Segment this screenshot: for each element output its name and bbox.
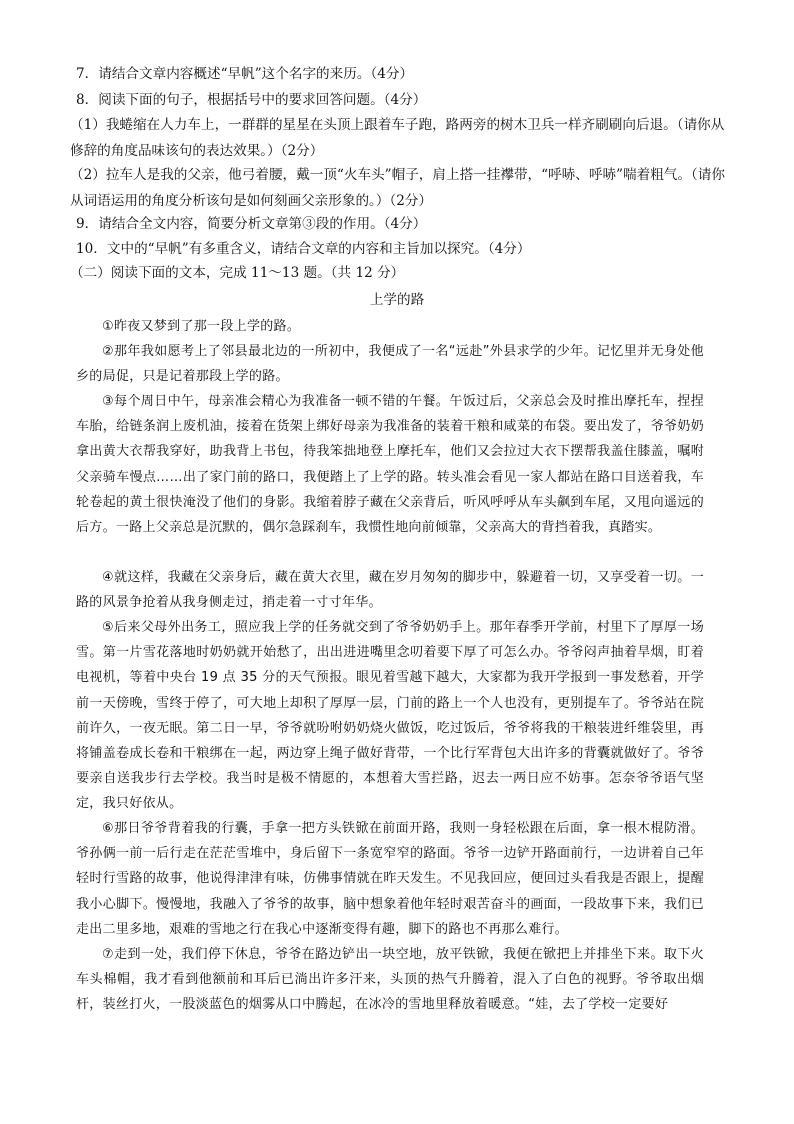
article-paragraph-3: ③每个周日中午，母亲准会精心为我准备一顿不错的午餐。午饭过后，父亲总会及时推出摩托车，捏捏车胎，给链条润上废机油，接着在货架上绑好母亲为我准备的装着干粮和咸菜的布袋。要出发了，爷爷奶奶拿出黄大衣帮我穿好，助我背上书包，待我笨拙地登上摩托车，他们又会拉过大衣下摆帮我盖住膝盖，嘱咐父亲骑车慢点……出了家门前的路口，我便踏上了上学的路。转头准会看见一家人都站在路口目送着我，车轮卷起的黄土很快淹没了他们的身影。我缩着脖子藏在父亲背后，听风呼呼从车头飙到车尾，又甩向遥远的后方。一路上父亲总是沉默的，偶尔急踩刹车，我惯性地向前倾靠，父亲高大的背挡着我，真踏实。	[76, 394, 704, 536]
question-10: 10．文中的“早帆”有多重含义，请结合文章的内容和主旨加以探究。（4分）	[76, 241, 531, 257]
article-title: 上学的路	[369, 292, 425, 308]
article-paragraph-2: ②那年我如愿考上了邻县最北边的一所初中，我便成了一名“远赴”外县求学的少年。记忆里并无身处他乡的局促，只是记着那段上学的路。	[76, 344, 704, 385]
article-paragraph-4: ④就这样，我藏在父亲身后，藏在黄大衣里，藏在岁月匆匆的脚步中，躲避着一切，又享受着一切。一路的风景争抢着从我身侧走过，捎走着一寸寸年华。	[76, 570, 704, 611]
question-8-part-2: （2）拉车人是我的父亲，他弓着腰，戴一顶“火车头”帽子，肩上搭一挂襻带，“呼哧、呼哧”喘着粗气。（请你从词语运用的角度分析该句是如何刻画父亲形象的。）（2分）	[70, 167, 725, 209]
article-paragraph-5: ⑤后来父母外出务工，照应我上学的任务就交到了爷爷奶奶手上。那年春季开学前，村里下了厚厚一场雪。第一片雪花落地时奶奶就开始愁了，出出进进嘴里念叨着要下厚了可怎么办。爷爷闷声抽着旱烟，盯着电视机，等着中央台 19 点 35 分的天气预报。眼见着雪越下越大，大家都为我开学报到一事发愁着，开学前一天傍晚，雪终于停了，可大地上却积了厚厚一层，门前的路上一个人也没有，更别提车了。爷爷站在院前许久，一夜无眠。第二日一早，爷爷就吩咐奶奶烧火做饭，吃过饭后，爷爷将我的干粮装进纤维袋里，再将铺盖卷成长卷和干粮绑在一起，两边穿上绳子做好背带，一个比行军背包大出许多的背囊就做好了。爷爷要亲自送我步行去学校。我当时是极不情愿的，本想着大雪拦路，迟去一两日应不妨事。怎奈爷爷语气坚定，我只好依从。	[76, 620, 704, 812]
question-7: 7．请结合文章内容概述“早帆”这个名字的来历。（4分）	[76, 66, 414, 82]
section-2-heading: （二）阅读下面的文本，完成 11～13 题。（共 12 分）	[70, 265, 405, 281]
article-paragraph-1: ①昨夜又梦到了那一段上学的路。	[102, 319, 301, 334]
question-8-part-1: （1）我蜷缩在人力车上，一群群的星星在头顶上跟着车子跑，路两旁的树木卫兵一样齐刷刷向后退。（请你从修辞的角度品味该句的表达效果。）（2分）	[70, 117, 725, 159]
question-8: 8．阅读下面的句子，根据括号中的要求回答问题。（4分）	[76, 92, 427, 108]
article-paragraph-6: ⑥那日爷爷背着我的行囊，手拿一把方头铁锨在前面开路，我则一身轻松跟在后面，拿一根木棍防滑。爷孙俩一前一后行走在茫茫雪堆中，身后留下一条宽窄窄的路面。爷爷一边铲开路面前行，一边讲着自己年轻时行雪路的故事，他说得津津有味，仿佛事情就在昨天发生。不见我回应，便回过头看我是否跟上，提醒我小心脚下。慢慢地，我融入了爷爷的故事，脑中想象着他年轻时艰苦奋斗的画面，一段故事下来，我们已走出二里多地，艰难的雪地之行在我心中逐渐变得有趣，脚下的路也不再那么难行。	[76, 821, 704, 937]
article-paragraph-7: ⑦走到一处，我们停下休息，爷爷在路边铲出一块空地，放平铁锨，我便在锨把上并排坐下来。取下火车头棉帽，我才看到他额前和耳后已淌出许多汗来，头顶的热气升腾着，混入了白色的视野。爷爷取出烟杆，装丝打火，一股淡蓝色的烟雾从口中腾起，在冰冷的雪地里释放着暖意。“娃，去了学校一定要好	[76, 947, 704, 1013]
question-9: 9．请结合全文内容，简要分析文章第③段的作用。（4分）	[76, 216, 427, 232]
